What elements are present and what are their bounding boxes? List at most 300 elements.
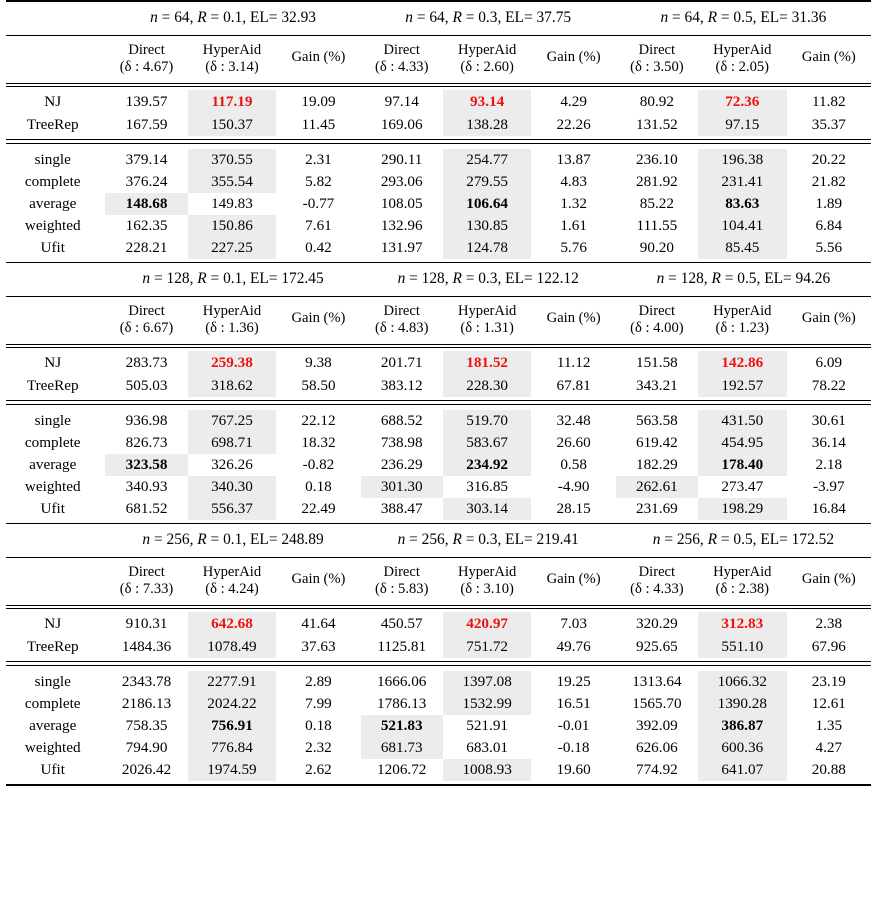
- column-header-gain: Gain (%): [291, 48, 346, 65]
- group-title-n128-0: n = 128, R = 0.1, EL= 172.45: [142, 269, 324, 287]
- column-header-hyperaid: [698, 36, 787, 83]
- cell-gain: 2.38: [815, 614, 843, 632]
- cell-direct: 111.55: [636, 216, 678, 234]
- cell-gain: 11.12: [556, 353, 591, 371]
- cell-direct: 139.57: [125, 92, 168, 110]
- cell-hyperaid: 600.36: [698, 737, 787, 759]
- cell-gain: 16.51: [556, 694, 591, 712]
- cell-hyperaid: 150.86: [188, 215, 277, 237]
- cell-direct: 521.83: [361, 715, 443, 737]
- cell-gain: 19.60: [556, 760, 591, 778]
- group-title-n256-2: n = 256, R = 0.5, EL= 172.52: [652, 530, 835, 548]
- cell-direct: 231.69: [635, 499, 678, 517]
- cell-hyperaid: 227.25: [188, 237, 277, 259]
- group-title-rowhead-spacer: [6, 524, 105, 558]
- cell-gain: 7.03: [560, 614, 587, 632]
- cell-direct: 626.06: [635, 738, 678, 756]
- cell-hyperaid: 1066.32: [698, 671, 787, 693]
- column-header-hyperaid-label: HyperAid: [457, 42, 517, 58]
- row-method-label: weighted: [24, 477, 81, 495]
- cell-gain: 1.89: [815, 194, 843, 212]
- column-header-direct-label: Direct: [128, 563, 165, 580]
- cell-direct: 1206.72: [377, 760, 427, 778]
- row-method-label: complete: [24, 433, 81, 451]
- column-header-row: [6, 297, 871, 344]
- cell-hyperaid: 196.38: [698, 149, 787, 171]
- column-header-direct: [361, 558, 443, 605]
- cell-direct: 774.92: [635, 760, 678, 778]
- cell-direct: 132.96: [380, 216, 423, 234]
- cell-hyperaid: 117.19: [188, 90, 277, 113]
- cell-direct: 563.58: [635, 411, 678, 429]
- column-header-hyperaid: [188, 36, 277, 83]
- cell-direct: 910.31: [125, 614, 168, 632]
- cell-hyperaid: 431.50: [698, 410, 787, 432]
- cell-hyperaid: 1008.93: [443, 759, 532, 781]
- table-row: [6, 759, 871, 781]
- column-header-direct-label: Direct: [128, 302, 165, 319]
- column-header-hyperaid-delta: (δ : 2.38): [715, 580, 770, 597]
- cell-gain: 0.42: [305, 238, 332, 256]
- cell-gain: 2.31: [305, 150, 332, 168]
- column-header-hyperaid: [443, 36, 532, 83]
- column-header-direct: [616, 36, 698, 83]
- cell-hyperaid: 142.86: [698, 351, 787, 374]
- row-method-label: NJ: [44, 353, 62, 371]
- cell-direct: 80.92: [639, 92, 674, 110]
- cell-gain: 22.26: [556, 115, 591, 133]
- cell-direct: 936.98: [125, 411, 168, 429]
- column-header-hyperaid-delta: (δ : 2.60): [460, 58, 514, 75]
- cell-gain: -0.01: [557, 716, 590, 734]
- column-header-gain: Gain (%): [546, 48, 601, 65]
- column-header-gain: Gain (%): [801, 570, 856, 587]
- cell-hyperaid: 519.70: [443, 410, 532, 432]
- cell-hyperaid: 97.15: [698, 113, 787, 136]
- cell-hyperaid: 583.67: [443, 432, 532, 454]
- cell-gain: 28.15: [556, 499, 591, 517]
- cell-gain: 67.96: [811, 637, 846, 655]
- cell-gain: 58.50: [301, 376, 336, 394]
- table-row: [6, 432, 871, 454]
- cell-gain: 20.88: [811, 760, 846, 778]
- row-method-label: NJ: [44, 92, 62, 110]
- row-method-label: TreeRep: [26, 637, 79, 655]
- cell-direct: 90.20: [639, 238, 674, 256]
- cell-gain: 4.83: [560, 172, 587, 190]
- cell-direct: 131.97: [380, 238, 423, 256]
- cell-gain: 41.64: [301, 614, 336, 632]
- column-header-hyperaid-label: HyperAid: [713, 302, 772, 319]
- cell-direct: 1786.13: [377, 694, 427, 712]
- cell-direct: 688.52: [380, 411, 423, 429]
- table-row: [6, 374, 871, 397]
- cell-gain: 4.29: [560, 92, 587, 110]
- cell-hyperaid: 192.57: [698, 374, 787, 397]
- group-title-row: [6, 524, 871, 558]
- cell-hyperaid: 420.97: [443, 612, 532, 635]
- row-method-label: single: [34, 411, 71, 429]
- cell-direct: 1484.36: [121, 637, 172, 655]
- row-method-label: complete: [24, 694, 81, 712]
- cell-hyperaid: 104.41: [698, 215, 787, 237]
- cell-gain: 11.82: [812, 92, 846, 110]
- cell-gain: 11.45: [301, 115, 336, 133]
- column-header-direct-delta: (δ : 6.67): [119, 319, 174, 336]
- column-header-hyperaid-label: HyperAid: [202, 302, 262, 319]
- table-row: [6, 498, 871, 520]
- cell-direct: 681.73: [361, 737, 443, 759]
- cell-gain: 2.89: [305, 672, 332, 690]
- cell-direct: 162.35: [125, 216, 168, 234]
- cell-gain: 0.18: [305, 716, 332, 734]
- cell-direct: 2026.42: [121, 760, 172, 778]
- group-title-rowhead-spacer: [6, 2, 105, 36]
- cell-hyperaid: 124.78: [443, 237, 532, 259]
- cell-gain: -0.18: [557, 738, 590, 756]
- cell-gain: 16.84: [811, 499, 846, 517]
- column-header-direct: [105, 297, 187, 344]
- group-title-row: [6, 2, 871, 36]
- cell-direct: 236.29: [380, 455, 423, 473]
- cell-gain: 19.25: [556, 672, 591, 690]
- cell-hyperaid: 138.28: [443, 113, 532, 136]
- cell-direct: 320.29: [635, 614, 678, 632]
- column-header-direct: [616, 297, 698, 344]
- table-row: [6, 90, 871, 113]
- column-header-rowhead-spacer: [6, 36, 105, 83]
- column-header-rowhead-spacer: [6, 297, 105, 344]
- cell-gain: 4.27: [815, 738, 843, 756]
- table-row: [6, 454, 871, 476]
- column-header-hyperaid-label: HyperAid: [457, 563, 517, 580]
- cell-direct: 388.47: [380, 499, 423, 517]
- column-header-hyperaid-label: HyperAid: [202, 563, 262, 580]
- cell-gain: 0.58: [560, 455, 587, 473]
- cell-hyperaid: 1974.59: [188, 759, 277, 781]
- cell-direct: 290.11: [381, 150, 423, 168]
- column-header-gain: Gain (%): [546, 570, 601, 587]
- cell-gain: 22.12: [301, 411, 336, 429]
- cell-direct: 148.68: [105, 193, 187, 215]
- cell-gain: 12.61: [811, 694, 846, 712]
- cell-gain: 1.35: [815, 716, 843, 734]
- cell-gain: 30.61: [811, 411, 846, 429]
- column-header-direct-label: Direct: [128, 42, 165, 58]
- cell-gain: 13.87: [556, 150, 591, 168]
- cell-gain: 22.49: [301, 499, 336, 517]
- cell-gain: 32.48: [556, 411, 591, 429]
- cell-direct: 619.42: [635, 433, 678, 451]
- cell-gain: 20.22: [811, 150, 846, 168]
- cell-hyperaid: 551.10: [698, 635, 787, 658]
- column-header-direct: [616, 558, 698, 605]
- cell-direct: 340.93: [125, 477, 168, 495]
- column-header-row: [6, 558, 871, 605]
- cell-direct: 1125.81: [377, 637, 427, 655]
- cell-gain: -0.82: [302, 455, 335, 473]
- cell-direct: 131.52: [635, 115, 678, 133]
- cell-gain: 37.63: [301, 637, 336, 655]
- cell-gain: 35.37: [811, 115, 846, 133]
- cell-gain: 67.81: [556, 376, 591, 394]
- cell-direct: 182.29: [635, 455, 678, 473]
- cell-gain: 2.18: [815, 455, 843, 473]
- cell-direct: 2343.78: [121, 672, 172, 690]
- row-method-label: Ufit: [40, 238, 65, 256]
- column-header-direct-label: Direct: [638, 302, 676, 319]
- cell-gain: 0.18: [305, 477, 332, 495]
- cell-hyperaid: 355.54: [188, 171, 277, 193]
- column-header-direct-label: Direct: [383, 302, 420, 319]
- group-title-n128-1: n = 128, R = 0.3, EL= 122.12: [397, 269, 579, 287]
- column-header-hyperaid: [698, 297, 787, 344]
- row-method-label: NJ: [44, 614, 62, 632]
- cell-hyperaid: 234.92: [443, 454, 532, 476]
- cell-hyperaid: 85.45: [698, 237, 787, 259]
- cell-gain: 49.76: [556, 637, 591, 655]
- cell-hyperaid: 149.83: [211, 194, 253, 212]
- cell-direct: 301.30: [361, 476, 443, 498]
- cell-hyperaid: 2277.91: [188, 671, 277, 693]
- cell-gain: 21.82: [811, 172, 846, 190]
- cell-hyperaid: 150.37: [188, 113, 277, 136]
- cell-direct: 505.03: [125, 376, 168, 394]
- row-method-label: complete: [24, 172, 81, 190]
- table-row: [6, 715, 871, 737]
- column-header-hyperaid-delta: (δ : 1.23): [715, 319, 770, 336]
- cell-gain: 7.99: [305, 694, 332, 712]
- table-row: [6, 693, 871, 715]
- column-header-row: [6, 36, 871, 83]
- row-method-label: TreeRep: [26, 115, 79, 133]
- cell-hyperaid: 767.25: [188, 410, 277, 432]
- column-header-direct-label: Direct: [638, 563, 676, 580]
- cell-direct: 343.21: [635, 376, 678, 394]
- column-header-rowhead-spacer: [6, 558, 105, 605]
- table-row: [6, 171, 871, 193]
- cell-direct: 1666.06: [377, 672, 427, 690]
- cell-direct: 293.06: [380, 172, 423, 190]
- column-header-hyperaid: [443, 558, 532, 605]
- cell-direct: 151.58: [635, 353, 678, 371]
- cell-direct: 450.57: [380, 614, 423, 632]
- cell-hyperaid: 454.95: [698, 432, 787, 454]
- row-method-label: weighted: [24, 738, 81, 756]
- cell-hyperaid: 776.84: [188, 737, 277, 759]
- column-header-direct-delta: (δ : 4.67): [119, 58, 174, 75]
- cell-hyperaid: 1390.28: [698, 693, 787, 715]
- cell-hyperaid: 83.63: [698, 193, 787, 215]
- table-row: [6, 476, 871, 498]
- cell-hyperaid: 93.14: [443, 90, 532, 113]
- table-row: [6, 149, 871, 171]
- cell-direct: 794.90: [125, 738, 168, 756]
- cell-hyperaid: 340.30: [188, 476, 277, 498]
- column-header-hyperaid-delta: (δ : 1.36): [205, 319, 259, 336]
- column-header-direct: [361, 297, 443, 344]
- column-header-hyperaid-delta: (δ : 2.05): [715, 58, 770, 75]
- table-row: [6, 737, 871, 759]
- cell-direct: 167.59: [125, 115, 168, 133]
- cell-direct: 236.10: [635, 150, 678, 168]
- cell-gain: 2.62: [305, 760, 332, 778]
- cell-direct: 262.61: [616, 476, 698, 498]
- row-method-label: average: [29, 455, 77, 473]
- column-header-direct: [361, 36, 443, 83]
- cell-direct: 1565.70: [632, 694, 682, 712]
- table-row: [6, 351, 871, 374]
- cell-hyperaid: 698.71: [188, 432, 277, 454]
- column-header-hyperaid: [188, 297, 277, 344]
- row-method-label: average: [29, 716, 77, 734]
- column-header-direct: [105, 558, 187, 605]
- cell-gain: 1.32: [560, 194, 587, 212]
- cell-direct: 383.12: [380, 376, 423, 394]
- cell-direct: 323.58: [105, 454, 187, 476]
- cell-direct: 925.65: [635, 637, 678, 655]
- cell-hyperaid: 751.72: [443, 635, 532, 658]
- group-title-rowhead-spacer: [6, 263, 105, 297]
- column-header-hyperaid-label: HyperAid: [457, 302, 517, 319]
- group-title-n64-2: n = 64, R = 0.5, EL= 31.36: [660, 9, 827, 26]
- cell-direct: 169.06: [380, 115, 423, 133]
- row-method-label: average: [29, 194, 77, 212]
- column-header-direct-label: Direct: [383, 563, 420, 580]
- cell-hyperaid: 641.07: [698, 759, 787, 781]
- cell-gain: 78.22: [811, 376, 846, 394]
- column-header-direct-label: Direct: [383, 42, 420, 58]
- results-table-body: [6, 1, 871, 786]
- cell-direct: 281.92: [635, 172, 678, 190]
- cell-direct: 392.09: [635, 716, 678, 734]
- column-header-hyperaid-label: HyperAid: [202, 42, 262, 58]
- cell-hyperaid: 231.41: [698, 171, 787, 193]
- cell-direct: 826.73: [125, 433, 168, 451]
- cell-hyperaid: 273.47: [721, 477, 764, 495]
- cell-hyperaid: 386.87: [698, 715, 787, 737]
- column-header-hyperaid-delta: (δ : 3.14): [205, 58, 259, 75]
- cell-direct: 738.98: [380, 433, 423, 451]
- row-method-label: single: [34, 150, 71, 168]
- column-header-direct-delta: (δ : 4.00): [630, 319, 684, 336]
- cell-gain: 18.32: [301, 433, 336, 451]
- column-header-hyperaid-delta: (δ : 3.10): [460, 580, 514, 597]
- cell-hyperaid: 228.30: [443, 374, 532, 397]
- cell-direct: 97.14: [384, 92, 419, 110]
- table-row: [6, 671, 871, 693]
- cell-gain: 19.09: [301, 92, 336, 110]
- cell-hyperaid: 106.64: [443, 193, 532, 215]
- column-header-direct-delta: (δ : 5.83): [374, 580, 429, 597]
- cell-hyperaid: 178.40: [698, 454, 787, 476]
- column-header-gain: Gain (%): [801, 48, 856, 65]
- cell-gain: 2.32: [305, 738, 332, 756]
- cell-gain: 23.19: [811, 672, 846, 690]
- cell-hyperaid: 683.01: [466, 738, 508, 756]
- cell-direct: 758.35: [125, 716, 168, 734]
- cell-gain: 5.76: [560, 238, 587, 256]
- cell-direct: 108.05: [380, 194, 423, 212]
- column-header-direct-label: Direct: [638, 42, 676, 58]
- cell-direct: 681.52: [125, 499, 168, 517]
- cell-hyperaid: 198.29: [698, 498, 787, 520]
- column-header-gain: Gain (%): [291, 570, 346, 587]
- cell-hyperaid: 1397.08: [443, 671, 532, 693]
- cell-gain: -4.90: [557, 477, 590, 495]
- cell-hyperaid: 312.83: [698, 612, 787, 635]
- column-header-hyperaid-delta: (δ : 4.24): [205, 580, 259, 597]
- group-title-n64-1: n = 64, R = 0.3, EL= 37.75: [405, 9, 572, 26]
- row-method-label: TreeRep: [26, 376, 79, 394]
- column-header-direct-delta: (δ : 4.83): [374, 319, 429, 336]
- cell-hyperaid: 2024.22: [188, 693, 277, 715]
- cell-gain: 1.61: [560, 216, 587, 234]
- cell-direct: 379.14: [125, 150, 168, 168]
- cell-hyperaid: 303.14: [443, 498, 532, 520]
- table-row: [6, 612, 871, 635]
- column-header-hyperaid-delta: (δ : 1.31): [460, 319, 514, 336]
- column-header-hyperaid-label: HyperAid: [713, 42, 772, 58]
- column-header-hyperaid: [188, 558, 277, 605]
- column-header-direct-delta: (δ : 4.33): [374, 58, 429, 75]
- cell-gain: 36.14: [811, 433, 846, 451]
- cell-gain: -0.77: [302, 194, 335, 212]
- group-title-n64-0: n = 64, R = 0.1, EL= 32.93: [150, 9, 316, 26]
- cell-hyperaid: 370.55: [188, 149, 277, 171]
- cell-hyperaid: 521.91: [466, 716, 508, 734]
- column-header-gain: Gain (%): [801, 309, 856, 326]
- cell-hyperaid: 326.26: [211, 455, 253, 473]
- cell-hyperaid: 318.62: [188, 374, 277, 397]
- cell-gain: 9.38: [305, 353, 332, 371]
- group-title-row: [6, 263, 871, 297]
- cell-direct: 283.73: [125, 353, 168, 371]
- group-title-n256-1: n = 256, R = 0.3, EL= 219.41: [397, 530, 579, 548]
- column-header-gain: Gain (%): [546, 309, 601, 326]
- row-method-label: weighted: [24, 216, 81, 234]
- cell-gain: 5.56: [815, 238, 843, 256]
- cell-gain: 5.82: [305, 172, 332, 190]
- column-header-direct-delta: (δ : 4.33): [630, 580, 684, 597]
- cell-hyperaid: 642.68: [188, 612, 277, 635]
- table-row: [6, 193, 871, 215]
- cell-hyperaid: 1078.49: [188, 635, 277, 658]
- column-header-hyperaid: [443, 297, 532, 344]
- column-header-direct-delta: (δ : 3.50): [630, 58, 684, 75]
- table-bottom-rule: [6, 785, 871, 786]
- cell-hyperaid: 181.52: [443, 351, 532, 374]
- table-row: [6, 410, 871, 432]
- cell-hyperaid: 279.55: [443, 171, 532, 193]
- cell-gain: 6.84: [815, 216, 843, 234]
- cell-gain: 7.61: [305, 216, 332, 234]
- table-row: [6, 113, 871, 136]
- table-row: [6, 215, 871, 237]
- cell-hyperaid: 316.85: [466, 477, 508, 495]
- cell-hyperaid: 756.91: [188, 715, 277, 737]
- cell-hyperaid: 254.77: [443, 149, 532, 171]
- column-header-direct-delta: (δ : 7.33): [119, 580, 174, 597]
- column-header-hyperaid: [698, 558, 787, 605]
- cell-hyperaid: 130.85: [443, 215, 532, 237]
- cell-gain: 26.60: [556, 433, 591, 451]
- cell-direct: 85.22: [639, 194, 674, 212]
- cell-direct: 376.24: [125, 172, 168, 190]
- cell-gain: 6.09: [815, 353, 843, 371]
- column-header-gain: Gain (%): [291, 309, 346, 326]
- group-title-n128-2: n = 128, R = 0.5, EL= 94.26: [656, 269, 831, 287]
